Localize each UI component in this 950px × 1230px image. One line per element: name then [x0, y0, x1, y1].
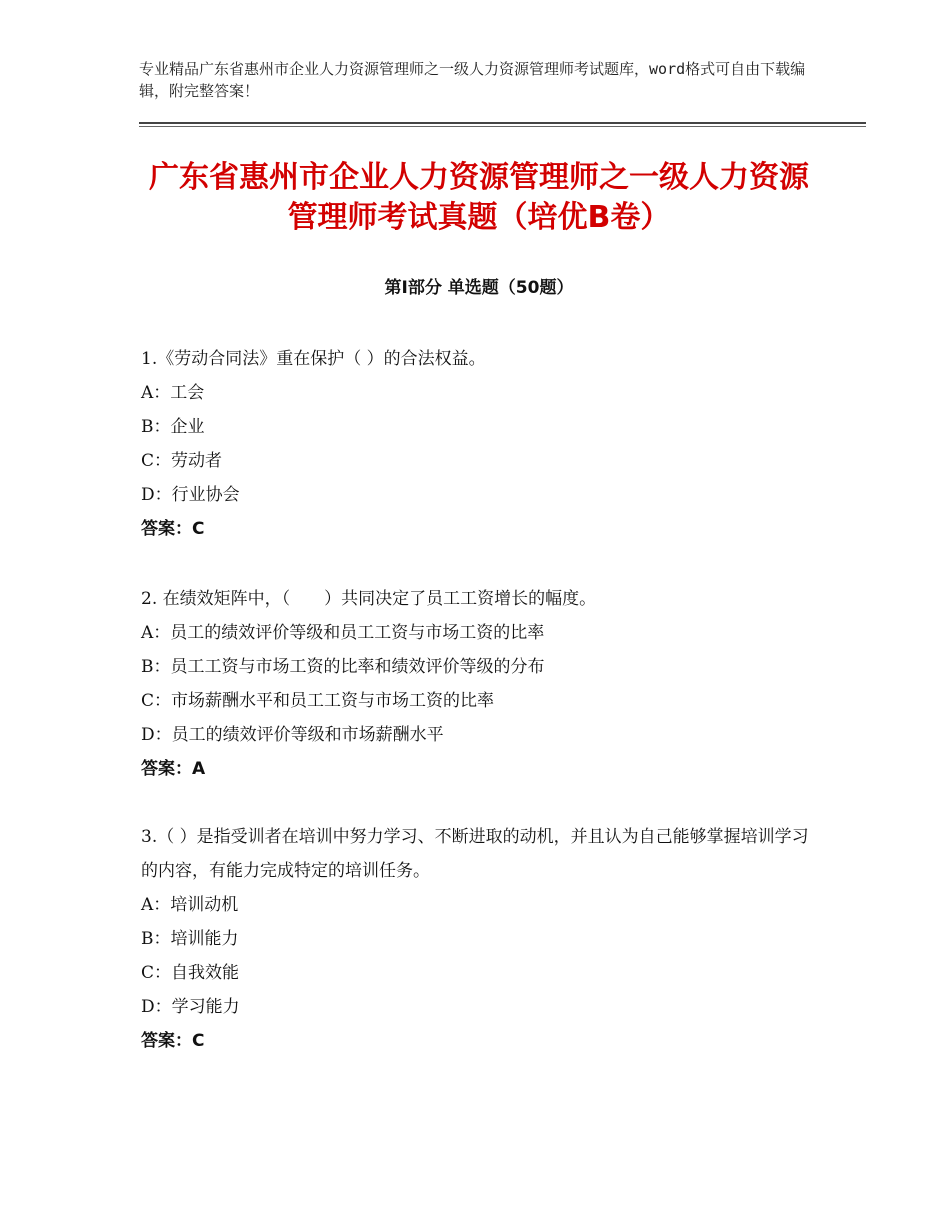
option-a: A：培训动机: [141, 895, 239, 915]
answer-line: 答案：C: [141, 1031, 205, 1051]
header-divider-thin: [139, 126, 866, 127]
option-d: D：学习能力: [141, 997, 240, 1017]
answer-line: 答案：C: [141, 519, 205, 539]
header-divider-thick: [139, 122, 866, 124]
question-stem: 3.（ ）是指受训者在培训中努力学习、不断进取的动机，并且认为自己能够掌握培训学习的内容，有能力完成特定的培训任务。: [141, 827, 809, 881]
option-a: A：员工的绩效评价等级和员工工资与市场工资的比率: [141, 623, 545, 643]
question-stem: 1.《劳动合同法》重在保护（ ）的合法权益。: [141, 349, 486, 369]
option-d: D：行业协会: [141, 485, 240, 505]
option-b: B：培训能力: [141, 929, 239, 949]
option-c: C：自我效能: [141, 963, 240, 983]
question-block: [141, 582, 811, 786]
option-d: D：员工的绩效评价等级和市场薪酬水平: [141, 725, 444, 745]
question-block: [141, 820, 811, 1058]
option-c: C：市场薪酬水平和员工工资与市场工资的比率: [141, 691, 495, 711]
option-b: B：员工工资与市场工资的比率和绩效评价等级的分布: [141, 657, 545, 677]
document-title: 广东省惠州市企业人力资源管理师之一级人力资源管理师考试真题（培优B卷）: [149, 160, 809, 235]
option-a: A：工会: [141, 383, 205, 403]
question-block: [141, 342, 811, 546]
option-c: C：劳动者: [141, 451, 223, 471]
answer-line: 答案：A: [141, 759, 206, 779]
question-stem: 2. 在绩效矩阵中，（ ）共同决定了员工工资增长的幅度。: [141, 589, 597, 609]
header-note: 专业精品广东省惠州市企业人力资源管理师之一级人力资源管理师考试题库，word格式可自由下载编辑，附完整答案！: [139, 60, 806, 100]
option-b: B：企业: [141, 417, 205, 437]
section-heading: 第Ⅰ部分 单选题（50题）: [384, 278, 574, 298]
